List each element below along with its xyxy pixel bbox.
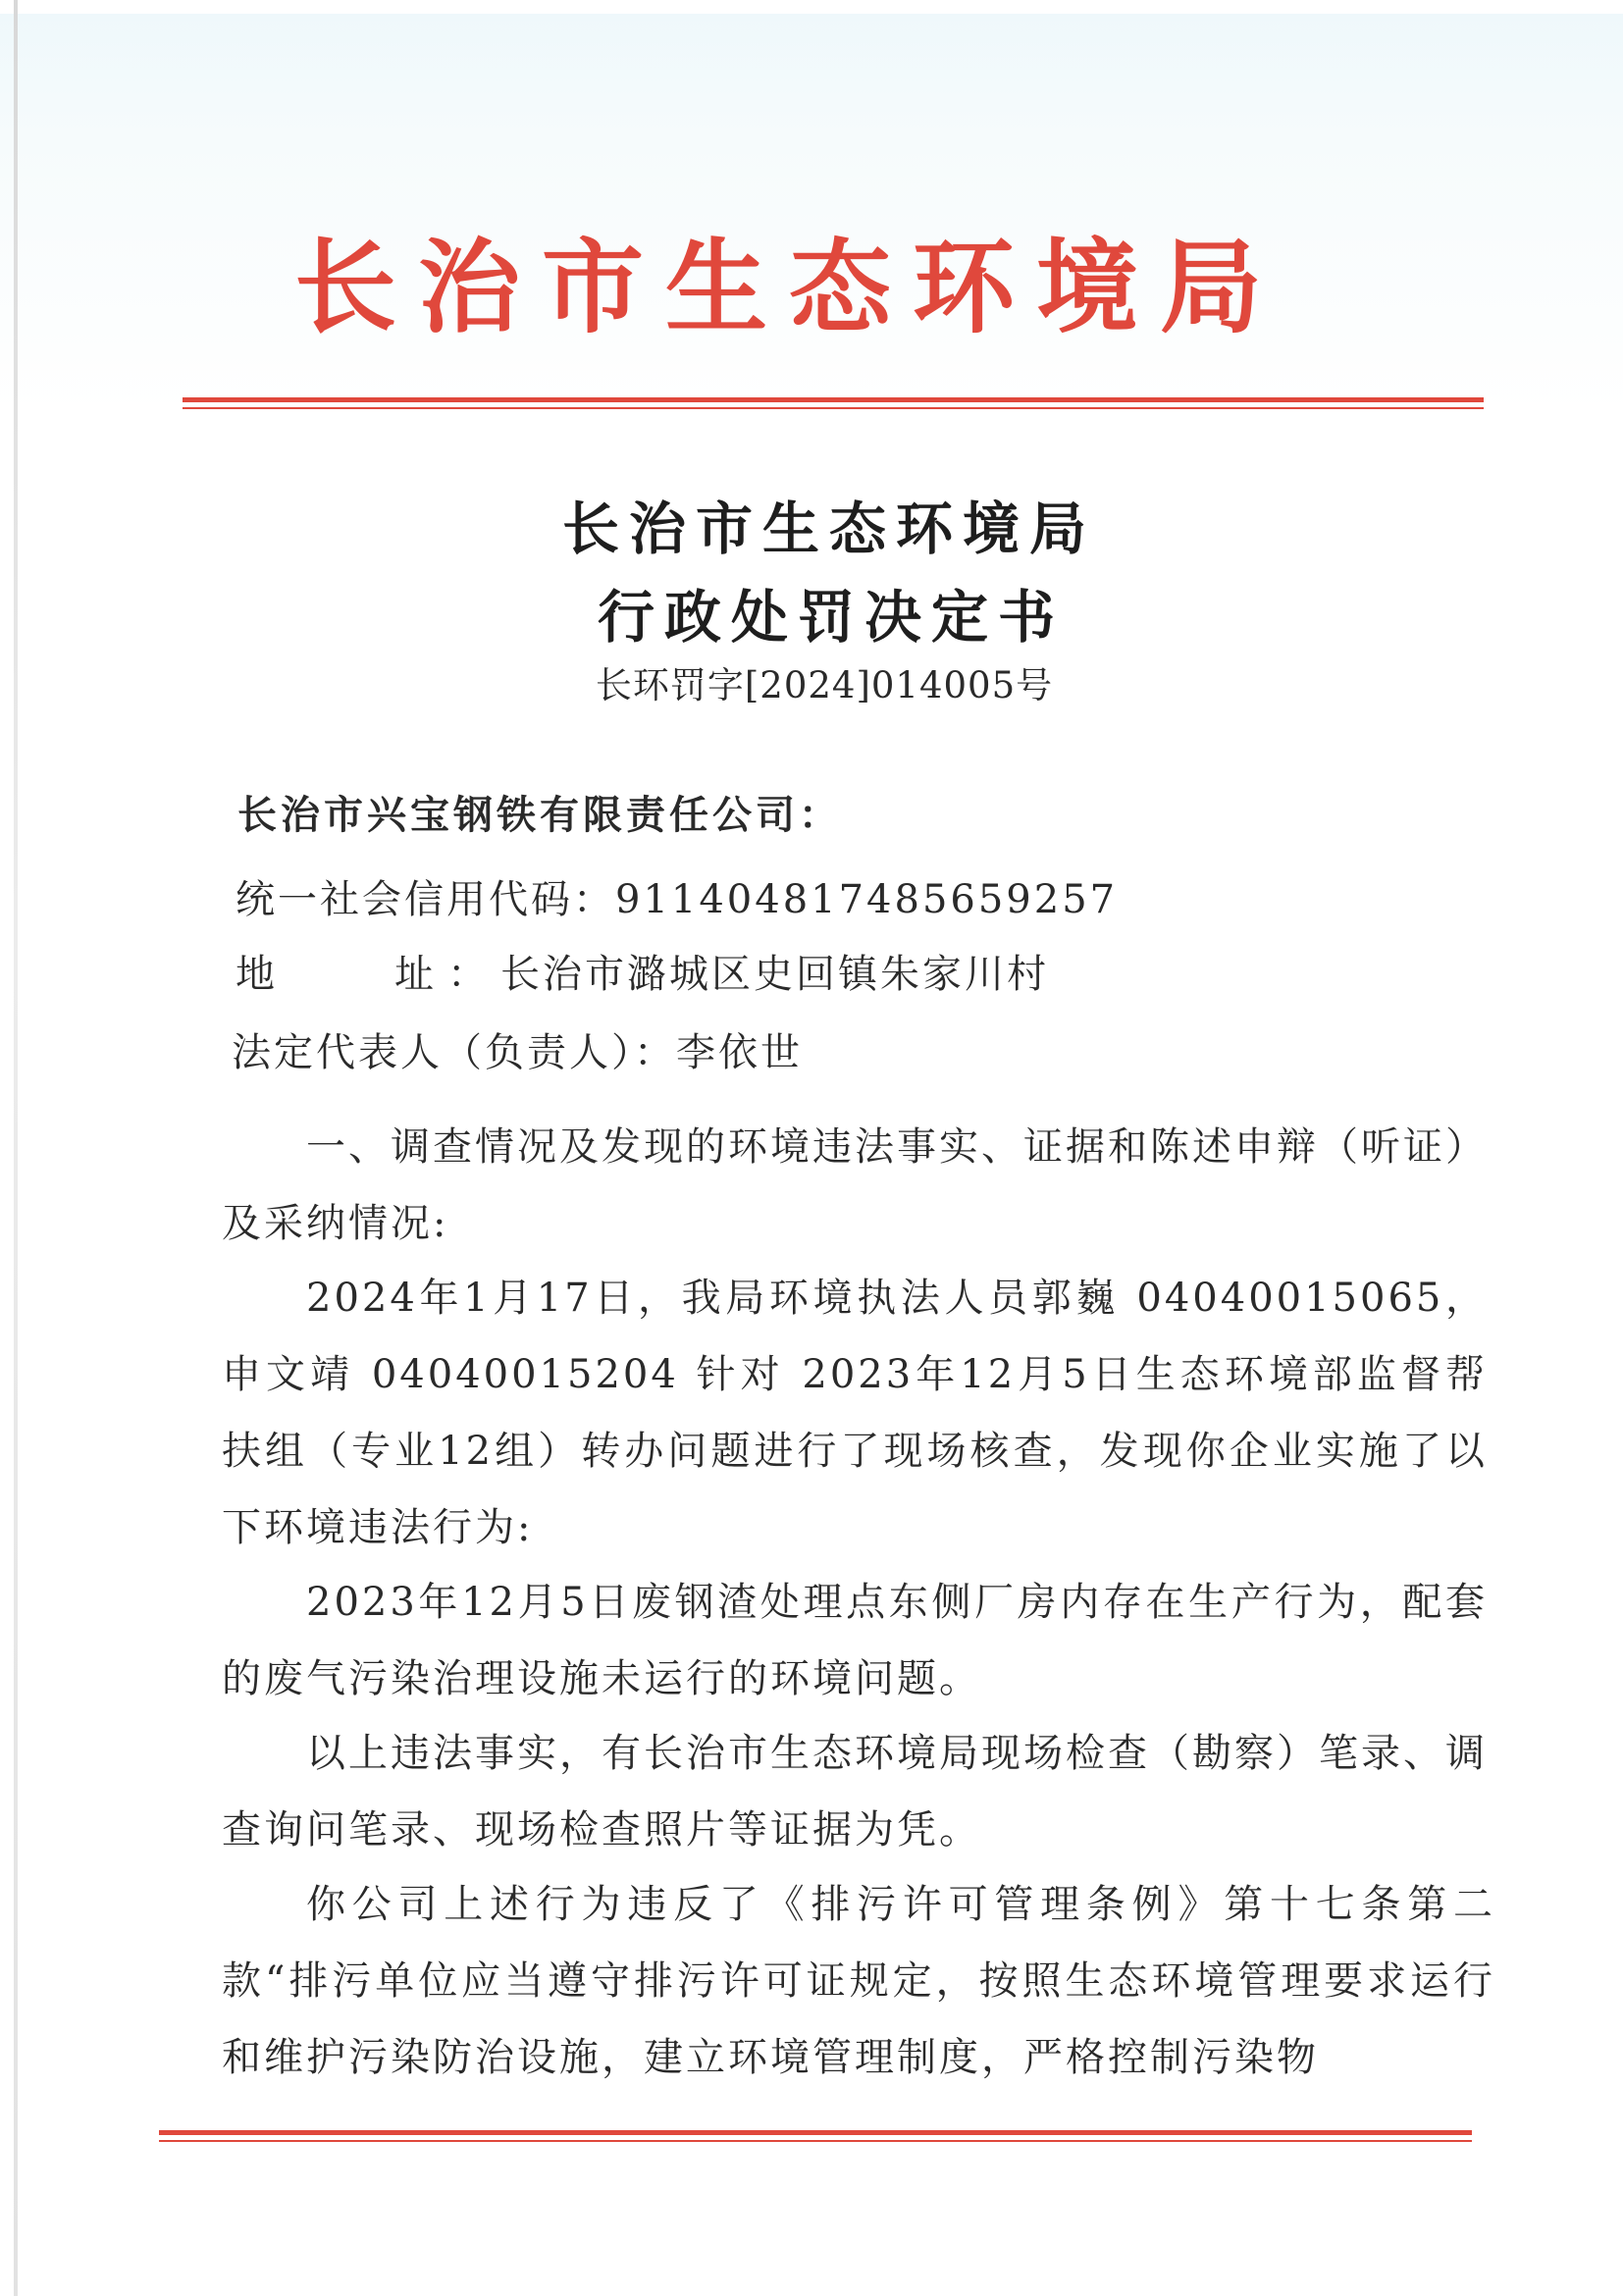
letterhead-agency-name: 长治市生态环境局 [294,228,1284,347]
letterhead-divider [183,397,1484,409]
paragraph-violation: 2023年12月5日废钢渣处理点东侧厂房内存在生产行为，配套的废气污染治理设施未运行的环境问题。 [222,1580,1488,1701]
recipient-company: 长治市兴宝钢铁有限责任公司： [237,793,842,838]
paragraph-evidence: 以上违法事实，有长治市生态环境局现场检查（勘察）笔录、调查询问笔录、现场检查照片等证据为凭。 [222,1731,1488,1852]
paragraph-regulation: 你公司上述行为违反了《排污许可管理条例》第十七条第二款“排污单位应当遵守排污许可证规定，按照生态环境管理要求运行和维护污染防治设施，建立环境管理制度，严格控制污染物 [222,1882,1495,2080]
address-row [236,950,1049,999]
document-title-type: 行政处罚决定书 [597,584,1065,651]
address-label: 地 址： [236,952,500,997]
paragraph-inspection: 2024年1月17日，我局环境执法人员郭巍 04040015065，申文靖 04040015204 针对 2023年12月5日生态环境部监督帮扶组（专业12组）转办问题进行了现场核查，发现你企业实施了以下环境违法行为: [222,1276,1488,1550]
credit-code-row [236,875,1118,924]
address-value: 长治市潞城区史回镇朱家川村 [500,952,1049,997]
section-heading-investigation: 一、调查情况及发现的环境违法事实、证据和陈述申辩（听证）及采纳情况: [222,1124,1488,1246]
credit-code-label: 统一社会信用代码： [236,877,615,922]
credit-code-value: 911404817485659257 [615,877,1119,922]
document-number: 长环罚字[2024]014005号 [595,664,1054,706]
legal-representative-label: 法定代表人（负责人）： [232,1030,676,1075]
legal-representative-row [232,1028,803,1077]
legal-representative-value: 李依世 [676,1030,803,1075]
footer-divider [159,2130,1472,2142]
scan-edge-top [0,0,1623,14]
document-title-agency: 长治市生态环境局 [561,496,1096,562]
scan-edge-left [14,0,18,2296]
